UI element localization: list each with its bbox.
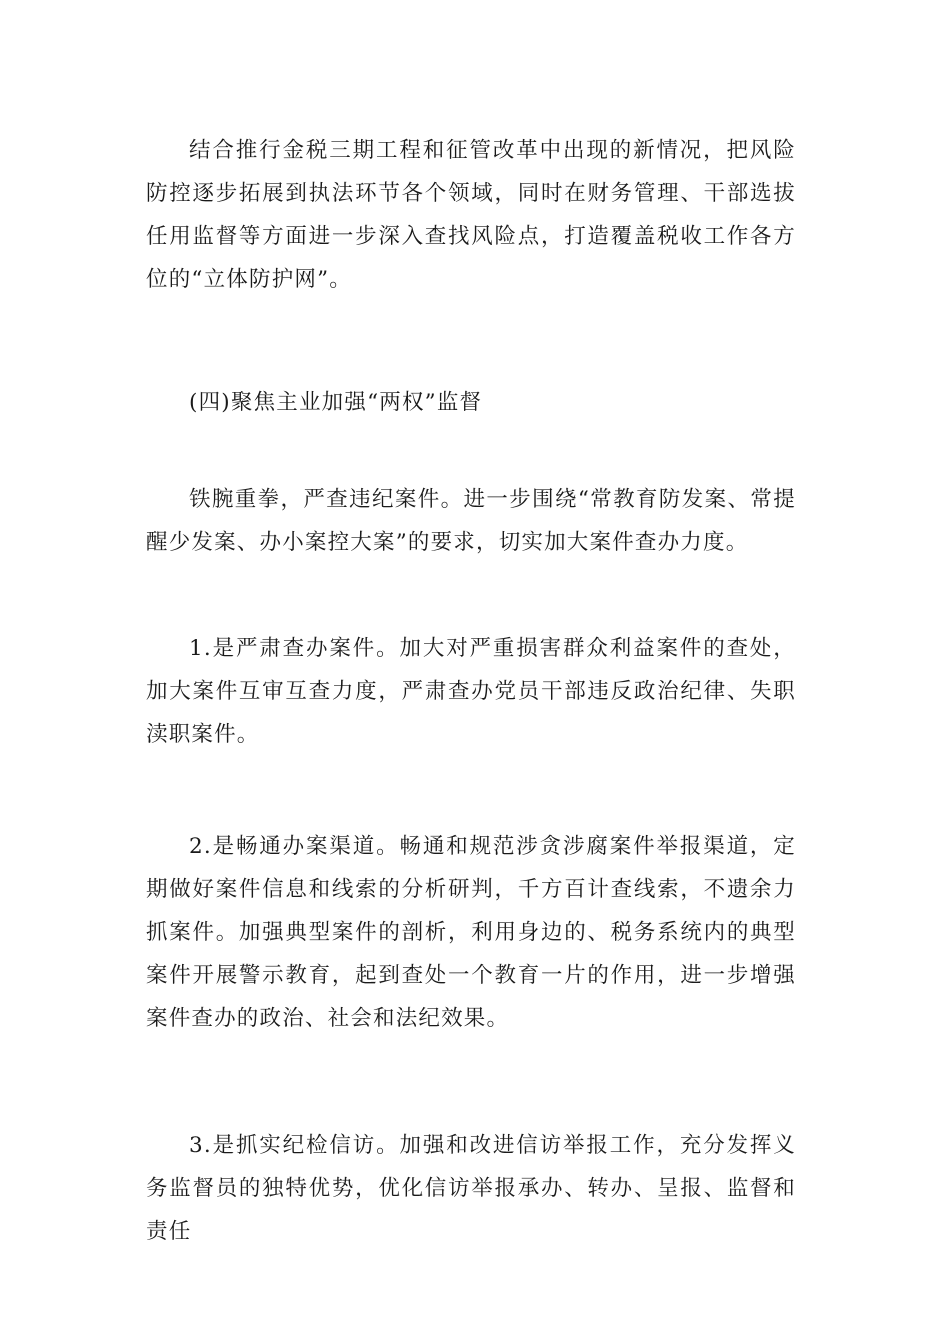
list-item-1: 1.是严肃查办案件。加大对严重损害群众利益案件的查处，加大案件互审互查力度，严肃查办党员干部违反政治纪律、失职渎职案件。 xyxy=(146,636,796,747)
section-heading: (四)聚焦主业加强“两权”监督 xyxy=(189,390,483,415)
paragraph-case-investigation: 铁腕重拳，严查违纪案件。进一步围绕“常教育防发案、常提醒少发案、办小案控大案”的要求，切实加大案件查办力度。 xyxy=(146,487,796,555)
list-item-3: 3.是抓实纪检信访。加强和改进信访举报工作，充分发挥义务监督员的独特优势，优化信访举报承办、转办、呈报、监督和责任 xyxy=(146,1133,796,1244)
paragraph-risk-control: 结合推行金税三期工程和征管改革中出现的新情况，把风险防控逐步拓展到执法环节各个领域，同时在财务管理、干部选拔任用监督等方面进一步深入查找风险点，打造覆盖税收工作各方位的“立体防护网”。 xyxy=(146,138,796,292)
list-item-2: 2.是畅通办案渠道。畅通和规范涉贪涉腐案件举报渠道，定期做好案件信息和线索的分析研判，千方百计查线索，不遗余力抓案件。加强典型案件的剖析，利用身边的、税务系统内的典型案件开展警示教育，起到查处一个教育一片的作用，进一步增强案件查办的政治、社会和法纪效果。 xyxy=(146,834,796,1031)
